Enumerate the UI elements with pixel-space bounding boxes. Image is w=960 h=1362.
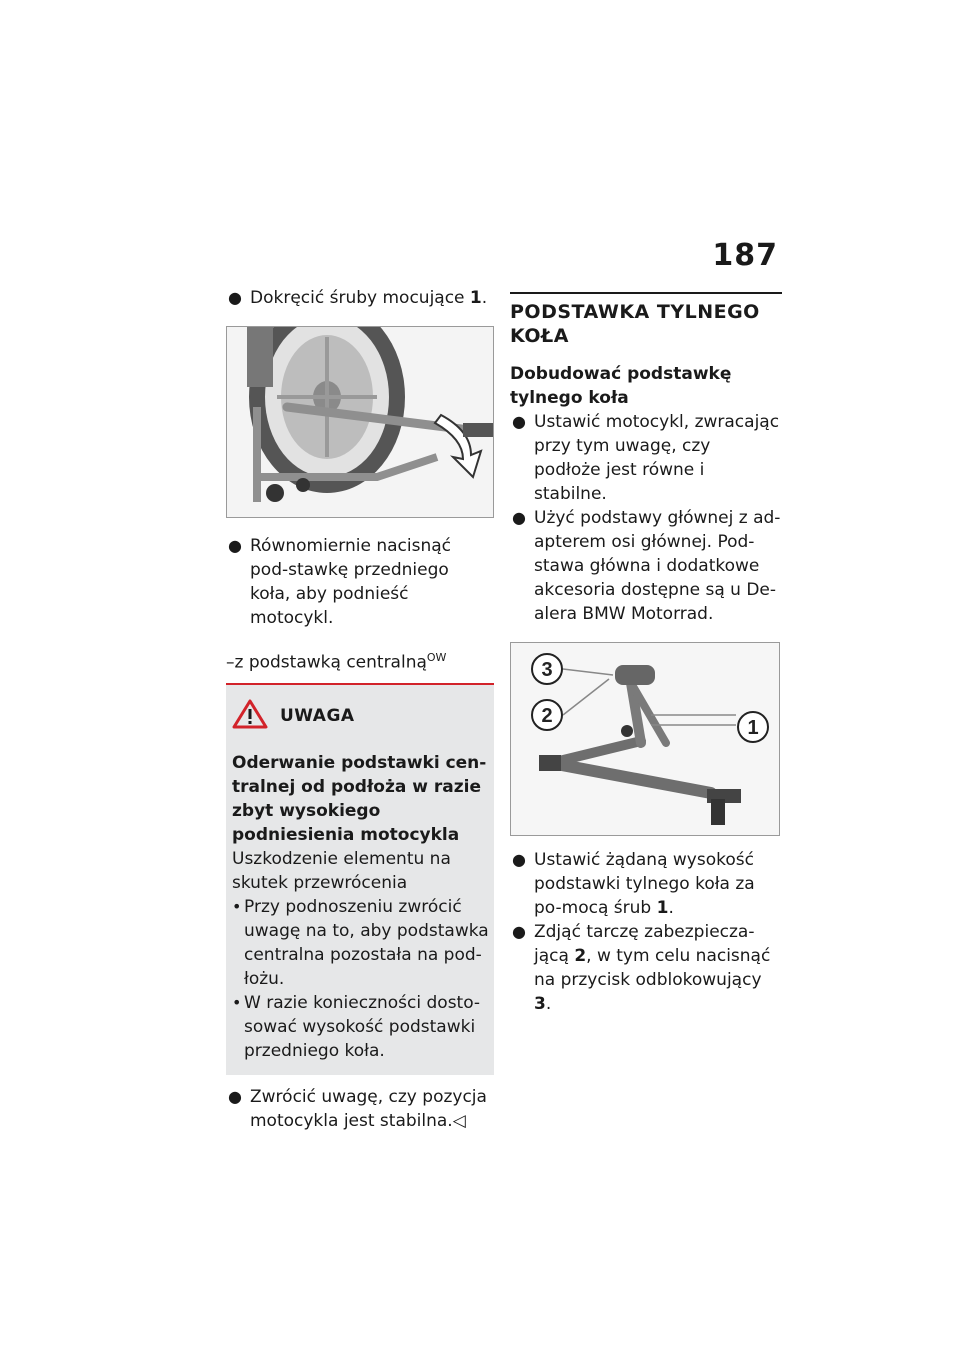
subsection-title: Dobudować podstawkę tylnego koła <box>510 364 732 408</box>
condition-center-stand: –z podstawką centralną$^{OW}$ <box>226 651 447 673</box>
bullet-dot-icon: • <box>232 992 242 1012</box>
step-set-height: ● Ustawić żądaną wysokość podstawki tylnego koła za po-mocą śrub 1. <box>512 850 755 918</box>
end-mark-icon: ◁ <box>452 1110 466 1131</box>
callout-2: 2 <box>541 705 553 727</box>
warning-triangle-icon <box>232 699 268 733</box>
bullet-dot-icon: • <box>232 896 242 916</box>
warning-item: • W razie konieczności dosto-sować wysokość podstawki przedniego koła. <box>232 992 481 1061</box>
bullet-dot-icon: ● <box>228 288 242 307</box>
callout-3: 3 <box>541 659 553 681</box>
front-stand-figure <box>226 326 494 518</box>
page-number: 187 <box>712 238 778 273</box>
warning-heading: Oderwanie podstawki cen-tralnej od podłoża w razie zbyt wysokiego podniesienia motocykla <box>232 752 487 845</box>
step-tighten-screws: ● Dokręcić śruby mocujące 1. <box>228 288 488 308</box>
left-column <box>226 286 494 1133</box>
bullet-dot-icon: ● <box>512 412 526 431</box>
warning-title: UWAGA <box>280 705 355 726</box>
warning-header <box>232 699 490 733</box>
bullet-dot-icon: ● <box>512 922 526 941</box>
step-check-stability: ● Zwrócić uwagę, czy pozycja motocykla jest stabilna.◁ <box>228 1086 487 1131</box>
callout-1: 1 <box>747 717 759 739</box>
right-column <box>510 286 782 1016</box>
warning-item: • Przy podnoszeniu zwrócić uwagę na to, aby podstawka centralna pozostała na pod-łożu. <box>232 896 489 989</box>
rear-wheel-stand-illustration <box>511 643 779 835</box>
front-wheel-stand-illustration <box>227 327 493 517</box>
bullet-dot-icon: ● <box>512 508 526 527</box>
warning-box <box>226 683 494 1075</box>
rear-stand-figure <box>510 642 780 836</box>
step-press-front-stand: ● Równomiernie nacisnąć pod-stawkę przedniego koła, aby podnieść motocykl. <box>228 536 451 628</box>
bullet-dot-icon: ● <box>228 536 242 555</box>
step-position-motorcycle: ● Ustawić motocykl, zwracając przy tym uwagę, czy podłoże jest równe i stabilne. <box>512 412 780 504</box>
bullet-dot-icon: ● <box>512 850 526 869</box>
section-title: PODSTAWKA TYLNEGO KOŁA <box>510 292 782 348</box>
warning-consequence: Uszkodzenie elementu na skutek przewrócenia <box>232 848 451 893</box>
step-remove-disc: ● Zdjąć tarczę zabezpiecza-jącą 2, w tym celu nacisnąć na przycisk odblokowujący 3. <box>512 922 771 1014</box>
step-use-main-stand: ● Użyć podstawy głównej z ad-apterem osi głównej. Pod-stawa główna i dodatkowe akcesoria dostępne są u De-alera BMW Motorrad. <box>512 508 781 624</box>
bullet-dot-icon: ● <box>228 1086 242 1106</box>
